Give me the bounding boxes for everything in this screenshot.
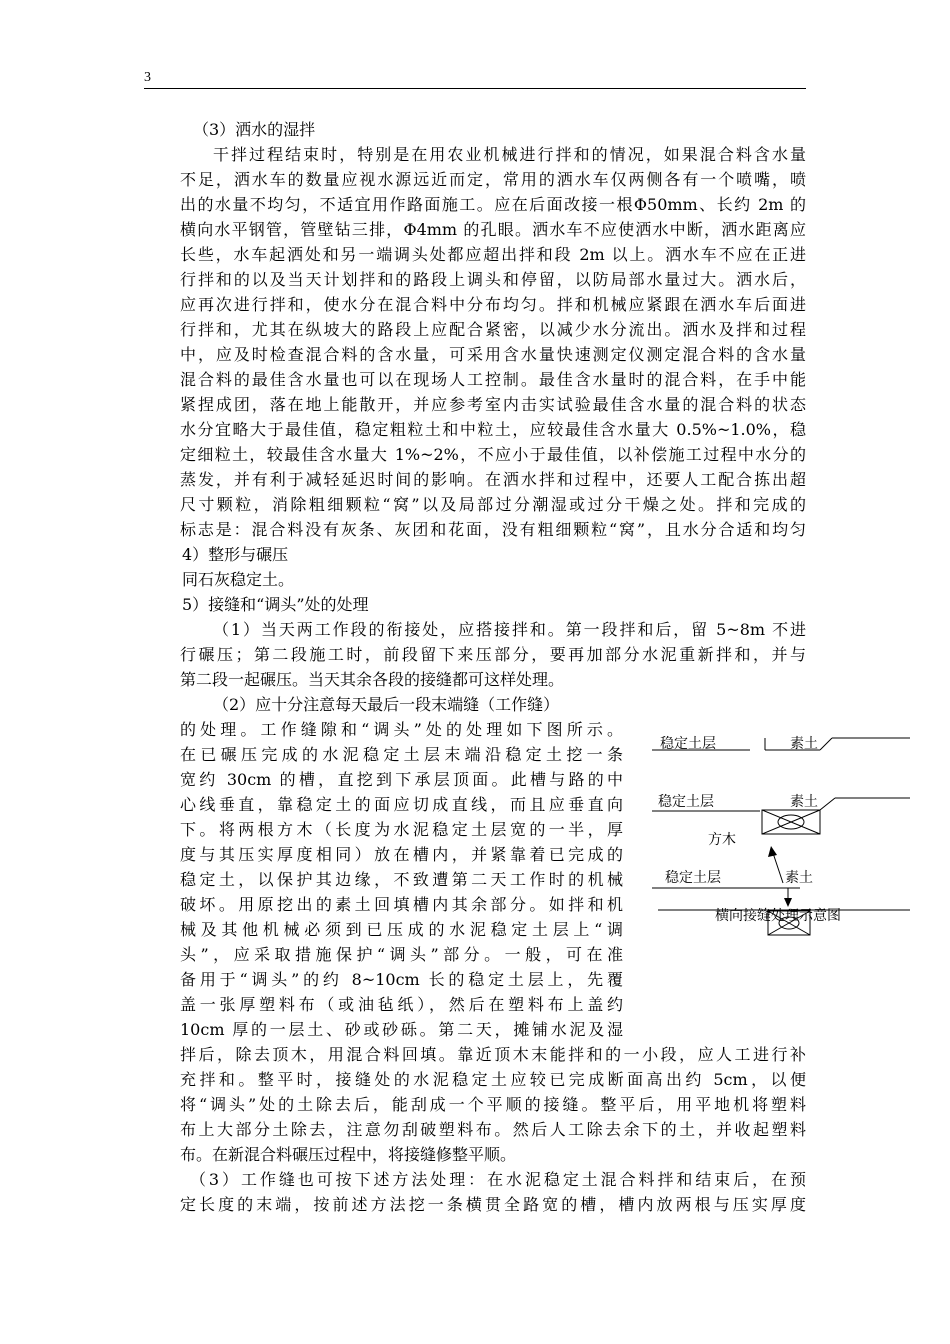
text-line: 行拌和，尤其在纵坡大的路段上应配合紧密，以减少水分流出。洒水及拌和过程	[180, 320, 806, 339]
text-line: 横向水平钢管，管壁钻三排，Φ4mm 的孔眼。洒水车不应使洒水中断，洒水距离应	[180, 220, 806, 239]
text-line: 10cm 厚的一层土、砂或砂砾。第二天，摊铺水泥及湿	[180, 1020, 623, 1039]
section-heading: 5）接缝和“调头”处的处理	[182, 595, 369, 614]
text-line: 将“调头”处的土除去后，能刮成一个平顺的接缝。整平后，用平地机将塑料	[180, 1095, 806, 1114]
text-line: 备用于“调头”的约 8~10cm 长的稳定土层上，先覆	[180, 970, 623, 989]
text-line: 心线垂直，靠稳定土的面应切成直线，而且应垂直向	[180, 795, 623, 814]
label-stable-layer: 稳定土层	[660, 736, 716, 752]
text-line: （3）洒水的湿拌	[193, 120, 316, 139]
text-line: 干拌过程结束时，特别是在用农业机械进行拌和的情况，如果混合料含水量	[213, 145, 806, 164]
text-line: 水分宜略大于最佳值，稳定粗粒土和中粒土，应较最佳含水量大 0.5%~1.0%，稳	[180, 420, 806, 439]
text-line: 定长度的末端，按前述方法挖一条横贯全路宽的槽，槽内放两根与压实厚度	[180, 1195, 806, 1214]
text-line: 行碾压；第二段施工时，前段留下来压部分，要再加部分水泥重新拌和，并与	[180, 645, 806, 664]
text-line: 头”，应采取措施保护“调头”部分。一般，可在准	[180, 945, 623, 964]
text-line: 尺寸颗粒，消除粗细颗粒“窝”以及局部过分潮湿或过分干燥之处。拌和完成的	[180, 495, 806, 514]
text-line: 应再次进行拌和，使水分在混合料中分布均匀。拌和机械应紧跟在洒水车后面进	[180, 295, 806, 314]
text-line: 拌后，除去顶木，用混合料回填。靠近顶木末能拌和的一小段，应人工进行补	[180, 1045, 806, 1064]
diagram-caption: 横向接缝处理示意图	[715, 908, 841, 924]
label-timber: 方木	[708, 832, 736, 848]
text-line: 同石灰稳定土。	[182, 570, 295, 589]
text-line: （2）应十分注意每天最后一段末端缝（工作缝）	[213, 695, 560, 714]
text-line: 在已碾压完成的水泥稳定土层末端沿稳定土挖一条	[180, 745, 623, 764]
joint-diagram	[640, 728, 920, 938]
text-line: 第二段一起碾压。当天其余各段的接缝都可这样处理。	[180, 670, 565, 689]
text-line: 出的水量不均匀，不适宜用作路面施工。应在后面改接一根Φ50mm、长约 2m 的	[180, 195, 806, 214]
text-line: 定细粒土，较最佳含水量大 1%~2%，不应小于最佳值，以补偿施工过程中水分的	[180, 445, 806, 464]
label-plain-soil: 素土	[790, 736, 818, 752]
text-line: 紧捏成团，落在地上能散开，并应参考室内击实试验最佳含水量的混合料的状态	[180, 395, 806, 414]
label-stable-layer: 稳定土层	[658, 794, 714, 810]
text-line: 中，应及时检查混合料的含水量，可采用含水量快速测定仪测定混合料的含水量	[180, 345, 806, 364]
text-line: （1）当天两工作段的衔接处，应搭接拌和。第一段拌和后，留 5~8m 不进	[213, 620, 806, 639]
text-line: 械及其他机械必须到已压成的水泥稳定土层上“调	[180, 920, 623, 939]
text-line: 稳定土，以保护其边缘，不致遭第二天工作时的机械	[180, 870, 623, 889]
text-line: 不足，洒水车的数量应视水源远近而定，常用的洒水车仅两侧各有一个喷嘴，喷	[180, 170, 806, 189]
arrow-icon	[768, 846, 783, 883]
label-plain-soil: 素土	[790, 794, 818, 810]
text-line: 布上大部分土除去，注意勿刮破塑料布。然后人工除去余下的土，并收起塑料	[180, 1120, 806, 1139]
text-line: 盖一张厚塑料布（或油毡纸），然后在塑料布上盖约	[180, 995, 623, 1014]
text-line: 度与其压实厚度相同）放在槽内，并紧靠着已完成的	[180, 845, 623, 864]
label-plain-soil: 素土	[785, 870, 813, 886]
text-line: 行拌和的以及当天计划拌和的路段上调头和停留，以防局部水量过大。洒水后，	[180, 270, 806, 289]
text-line: 混合料的最佳含水量也可以在现场人工控制。最佳含水量时的混合料，在手中能	[180, 370, 806, 389]
text-line: 充拌和。整平时，接缝处的水泥稳定土应较已完成断面高出约 5cm，以便	[180, 1070, 806, 1089]
page-number: 3	[144, 70, 151, 85]
text-line: 长些，水车起洒处和另一端调头处都应超出拌和段 2m 以上。洒水车不应在正进	[180, 245, 806, 264]
text-line: 下。将两根方木（长度为水泥稳定土层宽的一半，厚	[180, 820, 623, 839]
text-line: 标志是：混合料没有灰条、灰团和花面，没有粗细颗粒“窝”，且水分合适和均匀	[180, 520, 806, 539]
text-line: 蒸发，并有利于减轻延迟时间的影响。在洒水拌和过程中，还要人工配合拣出超	[180, 470, 806, 489]
label-stable-layer: 稳定土层	[665, 870, 721, 886]
text-line: （3）工作缝也可按下述方法处理：在水泥稳定土混合料拌和结束后，在预	[190, 1170, 806, 1189]
text-line: 破坏。用原挖出的素土回填槽内其余部分。如拌和机	[180, 895, 623, 914]
text-line: 宽约 30cm 的槽，直挖到下承层顶面。此槽与路的中	[180, 770, 623, 789]
section-heading: 4）整形与碾压	[182, 545, 289, 564]
text-line: 的处理。工作缝隙和“调头”处的处理如下图所示。	[180, 720, 623, 739]
header-rule	[144, 88, 806, 89]
text-line: 布。在新混合料碾压过程中，将接缝修整平顺。	[180, 1145, 517, 1164]
